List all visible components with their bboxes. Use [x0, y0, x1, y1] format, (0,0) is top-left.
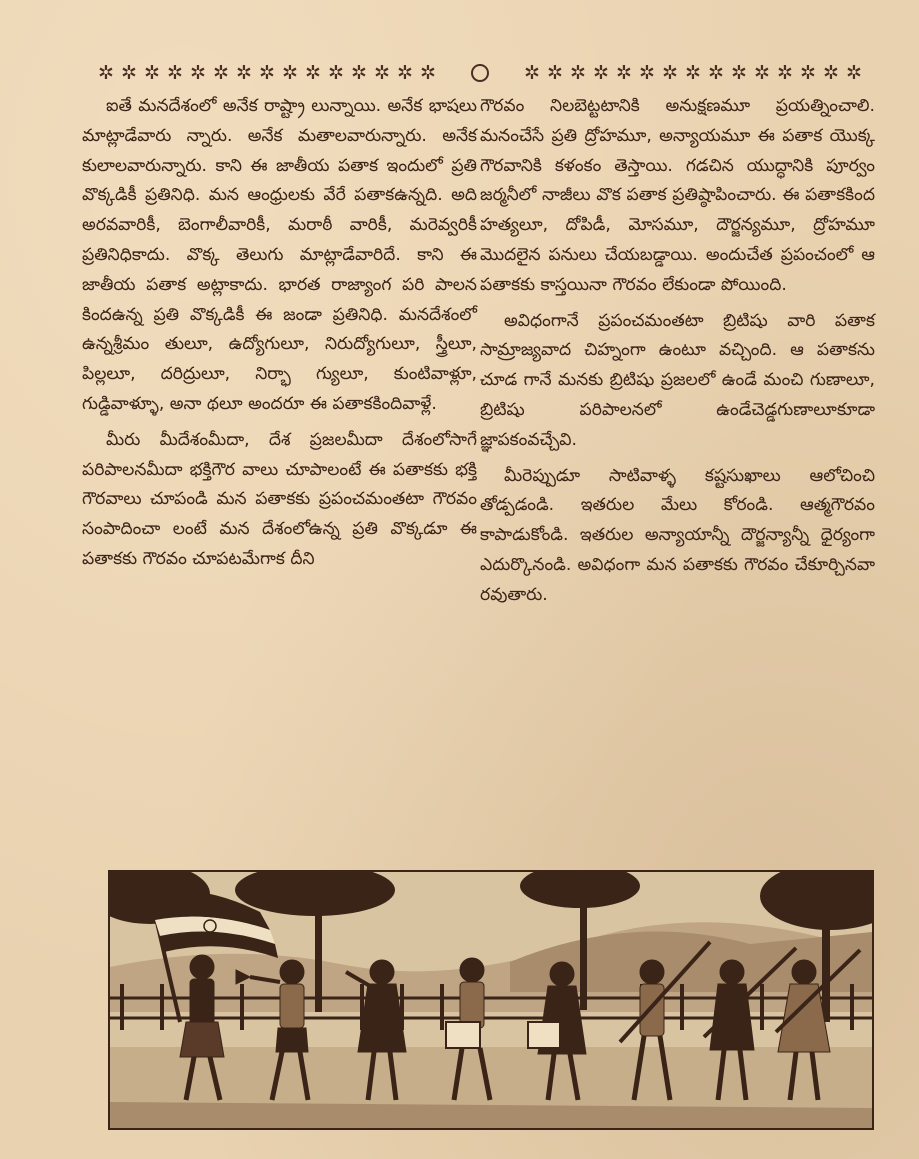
paragraph: మీరెప్పుడూ సాటివాళ్ళ కష్టసుఖాలు ఆలోచించి తోడ్పడండి. ఇతరుల మేలు కోరండి. ఆత్మగౌరవం కాపాడుకోండి. ఇతరుల అన్యాయాన్నీ దౌర్జన్యాన్నీ ధైర్యంగా ఎదుర్కొనండి. అవిధంగా మన పతాకకు గౌరవం చేకూర్చినవా రవుతారు. — [480, 465, 875, 605]
paragraph: గౌరవం నిలబెట్టటానికి అనుక్షణమూ ప్రయత్నించాలి. మనంచేసే ప్రతి ద్రోహమూ, అన్యాయమూ ఈ పతాక యొక్క గౌరవానికి కళంకం తెస్తాయి. గడచిన యుద్ధానికి పూర్వం జర్మనీలో నాజీలు వొక పతాక ప్రతిష్ఠాపించారు. ఈ పతాకకింద హత్యలూ, దోపిడీ, మోసమూ, దౌర్జన్యమూ, ద్రోహమూ మొదలైన పనులు చేయబడ్డాయి. అందుచేత ప్రపంచంలో ఆ పతాకకు కాస్తయినా గౌరవం లేకుండా పోయింది. — [480, 96, 875, 295]
ornament-strip-left: ✲ ✲ ✲ ✲ ✲ ✲ ✲ ✲ ✲ ✲ ✲ ✲ ✲ ✲ ✲ — [98, 62, 436, 84]
top-ornament-border — [96, 58, 864, 88]
ornament-center-circle — [471, 64, 489, 82]
paragraph: ఐతే మనదేశంలో అనేక రాష్ట్రా లున్నాయి. అనేక భాషలు మాట్లాడేవారు న్నారు. అనేక మతాలవారున్నారు. అనేక కులాలవారున్నారు. కాని ఈ జాతీయ పతాక ఇందులో ప్రతి వొక్కడికీ ప్రతినిధి. మన ఆంధ్రులకు వేరే పతాకఉన్నది. అది అరవవారికీ, బెంగాలీవారికీ, మరాఠీ వారికీ, మరెవ్వరికీ ప్రతినిధికాదు. వొక్క తెలుగు మాట్లాడేవారిదే. కాని ఈ జాతీయ పతాక అట్లాకాదు. భారత రాజ్యాంగ పరి పాలన కిందఉన్న ప్రతి వొక్కడికీ ఈ జండా ప్రతినిధి. మనదేశంలో ఉన్నశ్రీమం తులూ, ఉద్యోగులూ, నిరుద్యోగులూ, స్త్రీలూ, పిల్లలూ, దరిద్రులూ, నిర్భా గ్యులూ, కుంటివాళ్లూ, గుడ్డివాళ్ళూ, అనా థలూ అందరూ ఈ పతాకకిందివాళ్లే. — [82, 96, 477, 414]
right-text-column — [480, 92, 875, 611]
paragraph: అవిధంగానే ప్రపంచమంతటా బ్రిటిషు వారి పతాక సామ్రాజ్యవాద చిహ్నంగా ఉంటూ వచ్చింది. ఆ పతాకను చూడ గానే మనకు బ్రిటిషు ప్రజలలో ఉండే మంచి గుణాలూ, బ్రిటిషు పరిపాలనలో ఉండేచెడ్డగుణాలూకూడా జ్ఞాపకంవచ్చేవి. — [480, 310, 875, 450]
children-parade-illustration — [108, 870, 874, 1130]
paragraph: మీరు మీదేశంమీదా, దేశ ప్రజలమీదా దేశంలోసాగే పరిపాలనమీదా భక్తిగౌర వాలు చూపాలంటే ఈ పతాకకు భక్తి గౌరవాలు చూపండి మన పతాకకు ప్రపంచమంతటా గౌరవం సంపాదించా లంటే మన దేశంలోఉన్న ప్రతి వొక్కడూ ఈ పతాకకు గౌరవం చూపటమేగాక దీని — [82, 429, 477, 569]
left-text-column — [82, 92, 477, 575]
ornament-strip-right: ✲ ✲ ✲ ✲ ✲ ✲ ✲ ✲ ✲ ✲ ✲ ✲ ✲ ✲ ✲ — [524, 62, 862, 84]
